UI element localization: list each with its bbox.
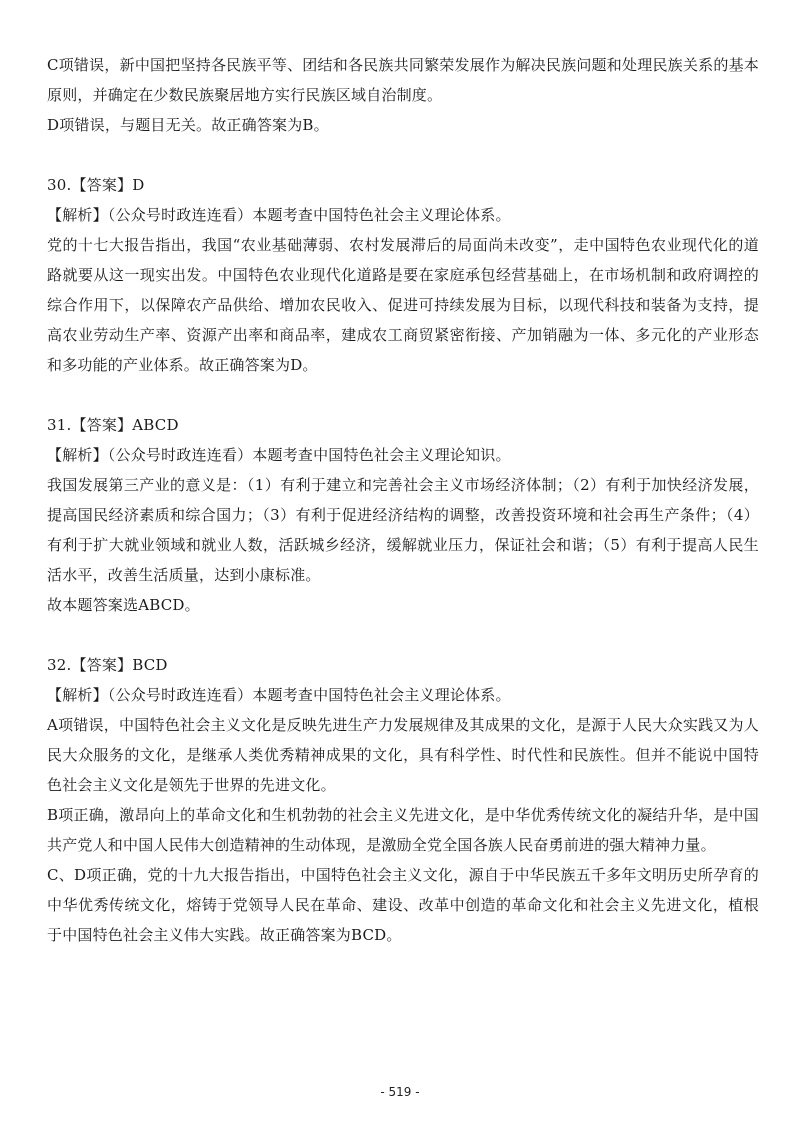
section-gap — [47, 380, 759, 410]
page-content — [47, 50, 759, 950]
option-a-explanation: A项错误，中国特色社会主义文化是反映先进生产力发展规律及其成果的文化，是源于人民大众实践又为人民大众服务的文化，是继承人类优秀精神成果的文化，具有科学性、时代性和民族性。但并不能说中国特色社会主义文化是领先于世界的先进文化。 — [47, 716, 759, 794]
option-d-explanation: D项错误，与题目无关。故正确答案为B。 — [47, 116, 329, 134]
answer-heading: 32.【答案】BCD — [47, 656, 168, 674]
answer-heading: 30.【答案】D — [47, 176, 145, 194]
page-number: - 519 - — [380, 1085, 420, 1099]
section-gap — [47, 620, 759, 650]
option-b-explanation: B项正确，激昂向上的革命文化和生机勃勃的社会主义先进文化，是中华优秀传统文化的凝结升华，是中国共产党人和中国人民伟大创造精神的生动体现，是激励全党全国各族人民奋勇前进的强大精神力量。 — [47, 806, 759, 854]
answer-heading: 31.【答案】ABCD — [47, 416, 179, 434]
analysis-body: 党的十七大报告指出，我国“农业基础薄弱、农村发展滞后的局面尚未改变”，走中国特色农业现代化的道路就要从这一现实出发。中国特色农业现代化道路是要在家庭承包经营基础上，在市场机制和政府调控的综合作用下，以保障农产品供给、增加农民收入、促进可持续发展为目标，以现代科技和装备为支持，提高农业劳动生产率、资源产出率和商品率，建成农工商贸紧密衔接、产加销融为一体、多元化的产业形态和多功能的产业体系。故正确答案为D。 — [47, 236, 759, 374]
analysis-conclusion: 故本题答案选ABCD。 — [47, 596, 200, 614]
option-c-explanation: C项错误，新中国把坚持各民族平等、团结和各民族共同繁荣发展作为解决民族问题和处理民族关系的基本原则，并确定在少数民族聚居地方实行民族区域自治制度。 — [47, 56, 759, 104]
analysis-body: 我国发展第三产业的意义是：（1）有利于建立和完善社会主义市场经济体制；（2）有利于加快经济发展，提高国民经济素质和综合国力；（3）有利于促进经济结构的调整，改善投资环境和社会再生产条件；（4）有利于扩大就业领域和就业人数，活跃城乡经济，缓解就业压力，保证社会和谐；（5）有利于提高人民生活水平，改善生活质量，达到小康标准。 — [47, 476, 759, 584]
question-30 — [47, 170, 759, 380]
section-gap — [47, 140, 759, 170]
option-cd-explanation: C、D项正确，党的十九大报告指出，中国特色社会主义文化，源自于中华民族五千多年文明历史所孕育的中华优秀传统文化，熔铸于党领导人民在革命、建设、改革中创造的革命文化和社会主义先进文化，植根于中国特色社会主义伟大实践。故正确答案为BCD。 — [47, 866, 759, 944]
analysis-intro: 【解析】（公众号时政连连看）本题考查中国特色社会主义理论体系。 — [47, 686, 511, 704]
analysis-intro: 【解析】（公众号时政连连看）本题考查中国特色社会主义理论知识。 — [47, 446, 511, 464]
question-29-tail — [47, 50, 759, 140]
question-32 — [47, 650, 759, 950]
analysis-intro: 【解析】（公众号时政连连看）本题考查中国特色社会主义理论体系。 — [47, 206, 511, 224]
question-31 — [47, 410, 759, 620]
